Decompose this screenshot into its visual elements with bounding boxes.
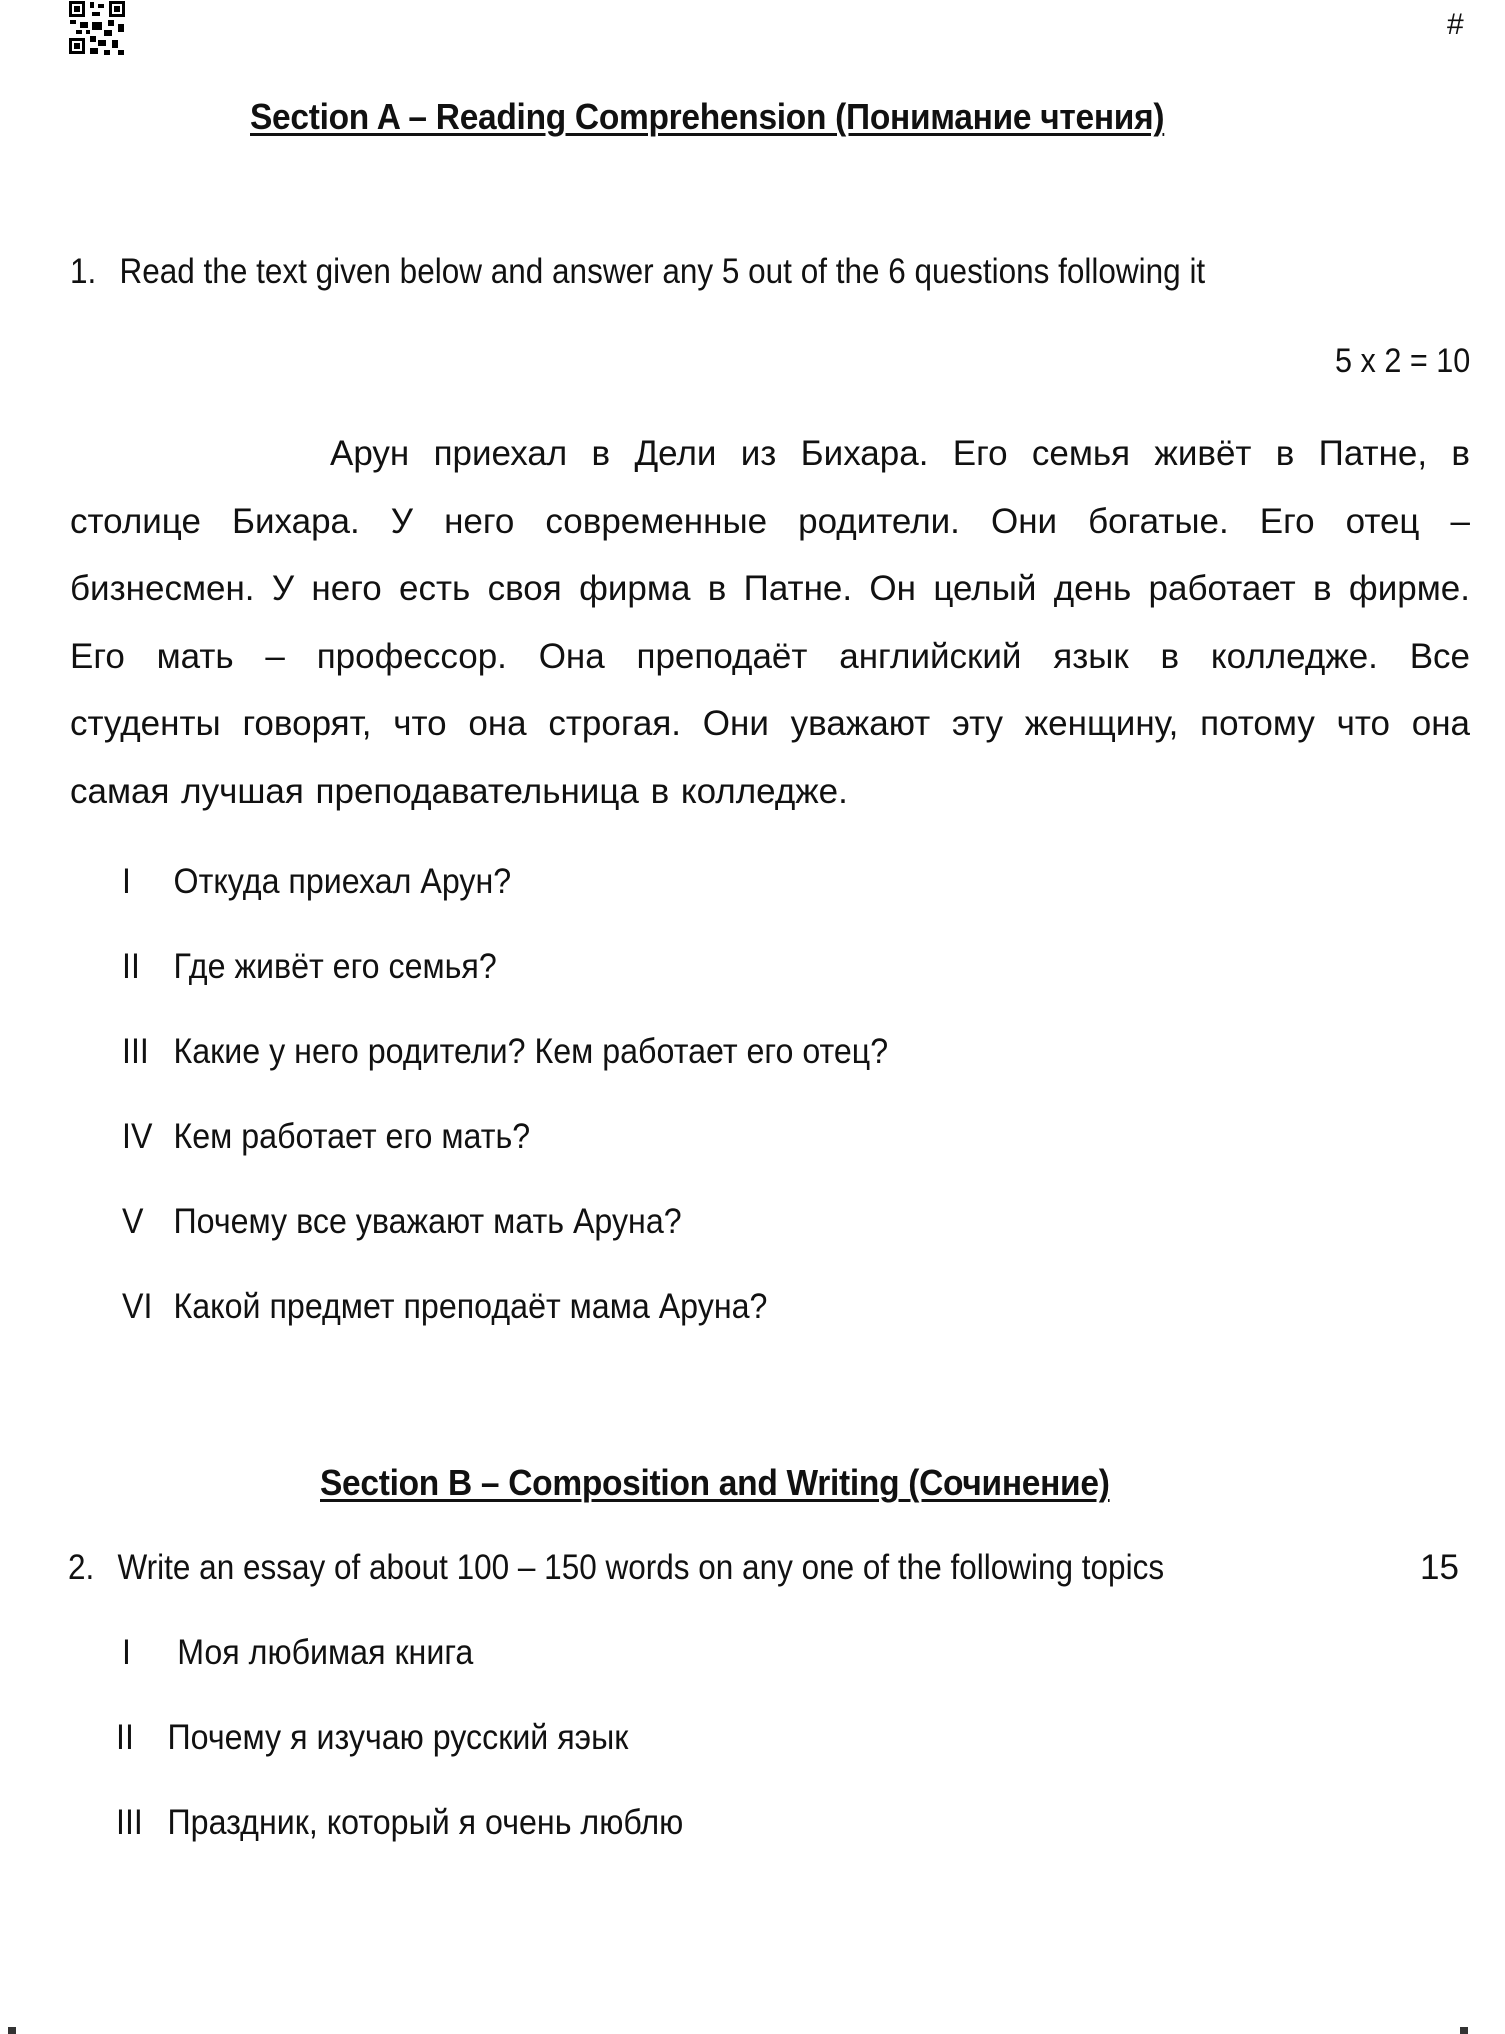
sub-question [122,1117,530,1157]
question-number: 1. [70,252,97,291]
sub-question-numeral: I [122,862,131,901]
sub-question [122,862,511,902]
sub-question-numeral: V [122,1202,144,1241]
section-a-heading: Section A – Reading Comprehension (Понимание чтения) [250,96,1165,137]
passage-line: самая лучшая преподавательница в колледже. [70,771,848,811]
sub-question-text: Где живёт его семья? [173,947,497,986]
topic-text: Почему я изучаю русский яэык [167,1718,629,1757]
topic-text: Моя любимая книга [177,1633,474,1672]
page-mark: # [1447,8,1464,41]
question-instruction: Read the text given below and answer any 5 out of the 6 questions following it [119,252,1206,291]
question-1-marks: 5 x 2 = 10 [1334,342,1470,380]
question-2-marks: 15 [1420,1548,1459,1587]
sub-question-numeral: II [122,947,140,986]
passage-line: Арун приехал в Дели из Бихара. Его семья живёт в Патне, в [330,434,1470,473]
sub-question-numeral: III [122,1032,149,1071]
sub-question-text: Откуда приехал Арун? [173,862,512,901]
essay-topic [116,1803,683,1843]
passage-line: бизнесмен. У него есть своя фирма в Патне. Он целый день работает в фирме. [70,569,1470,609]
qr-code-icon [68,0,126,58]
sub-question-text: Почему все уважают мать Аруна? [173,1202,682,1241]
passage-line: столице Бихара. У него современные родители. Они богатые. Его отец – [70,501,1470,541]
topic-numeral: II [116,1718,134,1757]
topic-numeral: III [116,1803,143,1842]
reading-passage [70,420,1470,826]
sub-question-text: Какие у него родители? Кем работает его отец? [173,1032,889,1071]
question-2 [68,1548,1164,1588]
sub-question [122,1287,767,1327]
essay-topic [116,1718,628,1758]
sub-question-text: Кем работает его мать? [173,1117,531,1156]
passage-line: студенты говорят, что она строгая. Они уважают эту женщину, потому что она [70,704,1470,744]
scan-corner-mark [1460,2027,1468,2034]
topic-numeral: I [122,1633,131,1672]
question-instruction: Write an essay of about 100 – 150 words on any one of the following topics [117,1548,1165,1587]
passage-line: Его мать – профессор. Она преподаёт английский язык в колледже. Все [70,636,1470,676]
sub-question-numeral: IV [122,1117,153,1156]
topic-text: Праздник, который я очень люблю [167,1803,684,1842]
section-b-heading: Section B – Composition and Writing (Сочинение) [320,1462,1110,1503]
question-number: 2. [68,1548,95,1587]
sub-question-text: Какой предмет преподаёт мама Аруна? [173,1287,768,1326]
sub-question [122,1202,682,1242]
essay-topic [122,1633,473,1673]
scan-corner-mark [8,2027,16,2034]
sub-question-numeral: VI [122,1287,153,1326]
sub-question [122,947,497,987]
sub-question [122,1032,888,1072]
question-1 [70,252,1205,292]
